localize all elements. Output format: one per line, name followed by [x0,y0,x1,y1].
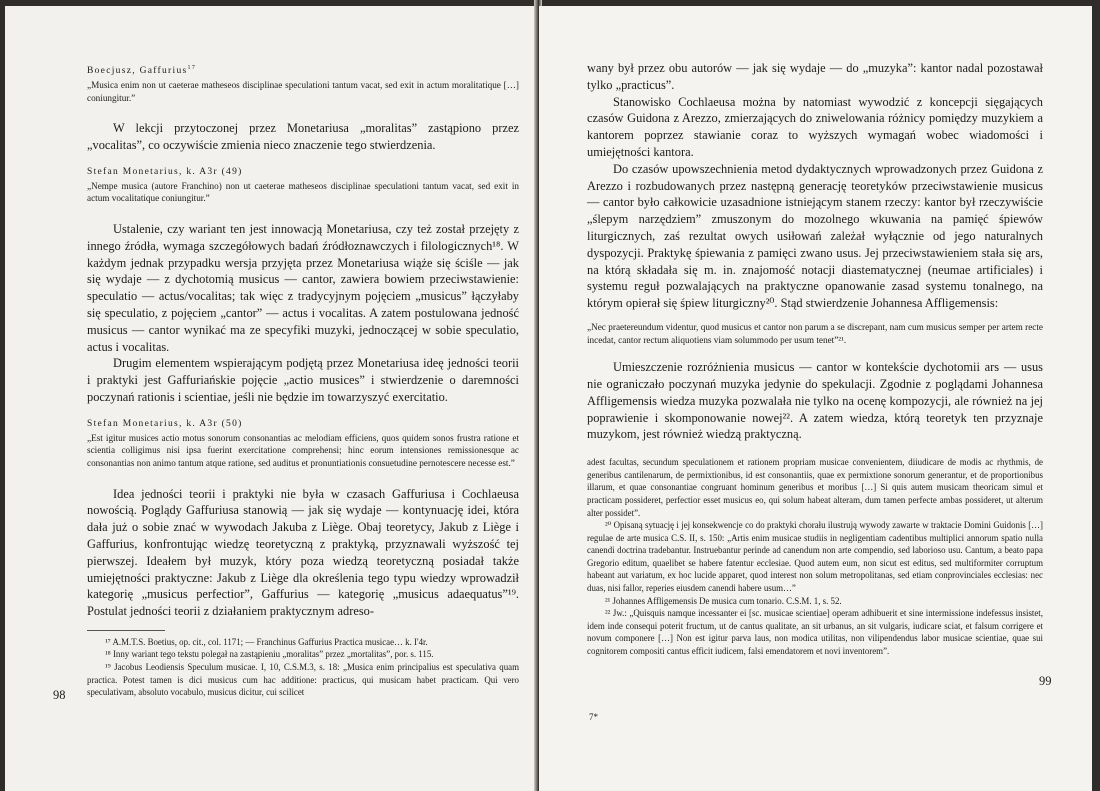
footnote-18: ¹⁸ Inny wariant tego tekstu polegał na zastąpieniu „moralitas” przez „mortalitas”, por. s. 115. [105,649,434,660]
heading-footnote-ref: 17 [187,64,197,71]
page-number-right: 99 [1039,674,1052,688]
paragraph-wany: wany był przez obu autorów — jak się wydaje — do „muzyka”: kantor nadal pozostawał tylko „practicus”. [587,61,1043,92]
left-page [5,6,537,791]
quote-heading-monetarius-49: Stefan Monetarius, k. A3r (49) [87,166,243,177]
paragraph-idea: Idea jedności teorii i praktyki nie była w czasach Gaffuriusa i Cochlaeusa nowością. Poglądy Gaffuriusa stanowią — jak się wydaje — kontynuację idei, która dała już o sobie znać w wywodach Jakuba z Liège. Obaj teoretycy, Jakub z Liège i Gaffurius, konfrontując wiedzę teoretyczną z praktyką, przyznawali wyższość tej pierwszej. Ideałem był muzyk, który poza wiedzą teoretyczną posiadał także umiejętności praktyczne: Jakub z Liège dla określenia tego typu wiedzy wprowadził kategorię „musicus perfectior”, Gaffurius — kategorię „musicus adaequatus”¹⁹. Postulat jedności teorii z działaniem praktycznym adreso- [87,486,519,619]
left-text-column [87,66,519,699]
footnote-20: ²⁰ Opisaną sytuację i jej konsekwencje co do praktyki chorału ilustrują wywody zawarte w traktacie Domini Guidonis […] regulae de arte musica C.S. II, s. 150: „Artis enim musicae studiis in negligentiam cadentibus multiplici annorum spatio nulla canendi doctrina tradebantur. Instruebantur perinde ad canendum non arte compendio, sed laborioso usu. Cantum, a beato papa Gregorio editum, quaelibet se habere fatentur ecclesiae. Quod autem eum, non sicut est editus, sed multiformiter corruptum habeant aut variatum, ex hoc lucide apparet, quod interest non solum metropolitanas, sed etiam conprovinciales ecclesias: nec duas, nisi fallor, reperies eiusdem canendi habere usum…” [587,520,1043,594]
quote-monetarius-49: „Nempe musica (autore Franchino) non ut caeterae matheseos disciplinae speculationi tantum vacat, sed exit in actum vocalitatique coniungitur.” [87,180,519,204]
quote-heading-monetarius-50: Stefan Monetarius, k. A3r (50) [87,418,243,429]
heading-text: Boecjusz, Gaffurius [87,66,188,76]
paragraph-umieszczenie: Umieszczenie rozróżnienia musicus — cantor w kontekście dychotomii ars — usus nie ograniczało poczynań muzyka jedynie do spekulacji. Zgodnie z poglądami Johannesa Affligemensis wiedza muzyka pozwalała nie tylko na ocenę kompozycji, ale również na jej poprawienie i skomponowanie nowej²². A zatem wiedza, którą teoretyk ten przyznaje muzykom, jest również wiedzą praktyczną. [587,360,1043,442]
footnote-21: ²¹ Johannes Affligemensis De musica cum tonario. C.S.M. 1, s. 52. [605,595,842,606]
quote-heading-boethius [87,66,519,76]
footnote-19: ¹⁹ Jacobus Leodiensis Speculum musicae. I, 10, C.S.M.3, s. 18: „Musica enim principalius est speculativa quam practica. Potest tamen is dici musicus cum hac additione: practicus, qui musicam habet practicam. Qui vero speculativam, absoluto vocabulo, musicus dicitur, cui scilicet [87,662,519,698]
quote-monetarius-50: „Est igitur musices actio motus sonorum consonantias ac melodiam efficiens, quos quidem sonos frustra ratione et scientia colligimus nisi ipsa fuerint exercitatione comprehensi; hinc eorum intensiones remissionesque ac consonantias non animo tantum atque ratione, sed auditus et pronuntiationis consuetudine pernotescere necesse est.” [87,432,519,468]
paragraph-stanowisko: Stanowisko Cochlaeusa można by natomiast wywodzić z koncepcji sięgających czasów Guidona z Arezzo, zmierzających do zniwelowania różnicy pomiędzy muzykiem a kantorem poprzez stawianie coraz to wyższych wymagań wobec wiadomości i umiejętności kantora. [587,94,1043,159]
paragraph-ustalenie: Ustalenie, czy wariant ten jest innowacją Monetariusa, czy też został przejęty z innego źródła, wymaga szczegółowych badań źródłoznawczych i filologicznych¹⁸. W każdym jednak przypadku wersja przyjęta przez Monetariusa wiąże się ściśle — jak się wydaje — z dychotomią musicus — cantor, zawiera bowiem przeciwstawienie: speculatio — actus/vocalitas; tak więc z tradycyjnym pojęciem „musicus” łączyłaby się speculatio, z pojęciem „cantor” — actus i vocalitas. A zatem postulowana jedność musicus — cantor wynikać ma ze specyfiki muzyki, jednoczącej w sobie speculatio, actus i vocalitas. [87,221,519,354]
page-number-left: 98 [53,688,66,702]
footnote-17: ¹⁷ A.M.T.S. Boetius, op. cit., col. 1171; — Franchinus Gaffurius Practica musicae… k. I'4r. [105,636,428,647]
paragraph-do-czasow: Do czasów upowszechnienia metod dydaktycznych wprowadzonych przez Guidona z Arezzo i rozbudowanych przez następną generację teoretyków przeciwstawienie musicus — cantor było całkowicie uzasadnione istniejącym stanem rzeczy: kantor był rzeczywiście „ślepym narzędziem” zmuszonym do mozolnego wkuwania na pamięć śpiewów liturgicznych, zaś rezultat owych usiłowań zależał wyłącznie od jego naturalnych dyspozycji. Praktykę śpiewania z pamięci zwano usus. Jej przeciwstawieniem stała się ars, na którą składała się m. in. znajomość notacji diastematycznej (neumae artificiales) i systemu reguł pozwalających na praktyczne opanowanie zasad systemu tonalnego, na którym opierał się śpiew liturgiczny²⁰. Stąd stwierdzenie Johannesa Affligemensis: [587,161,1043,311]
quote-boethius: „Musica enim non ut caeterae matheseos disciplinae speculationi tantum vacat, sed exit in actum moralitatique […] coniungitur.” [87,80,519,103]
quote-affligemensis: „Nec praetereundum videntur, quod musicus et cantor non parum a se discrepant, nam cum musicus semper per artem recte incedat, cantor rectum aliquotiens viam solummodo per usum tenet”²¹. [587,321,1043,345]
footnote-19-continued: adest facultas, secundum speculationem et rationem propriam musicae convenientem, diiudicare de modis ac rhythmis, de generibus cantilenarum, de permixtionibus, id est consonantiis, quae ex permixtione sonorum generantur, et de proportionibus illarum, et quae consonantiae congruant hominum generibus et moribus […] Si quis autem musicam theoricam simul et practicam possideret, perfectior esset musicus eo, qui solum habeat alteram, dum tamen perfecte ambas possideret, ut alterum alter possidet”. [587,457,1043,518]
right-page [539,6,1092,791]
footnote-22: ²² Jw.: „Quisquis namque incessanter ei [sc. musicae scientiae] operam adhibuerit et sine intermissione indefessus insistet, idem inde consequi poterit fructum, ut de cantus qualitate, an sit urbanus, an sit vulgaris, iudicare sciat, et falsum corrigere et novum componere […] Non est igitur parva laus, non modica utilitas, non vilipendendus labor musicae scientiae, quae sui cognitorem compositi cantus efficit iudicem, falsi emendatorem et novi inventorem”. [587,608,1043,657]
paragraph-moralitas: W lekcji przytoczonej przez Monetariusa „moralitas” zastąpiono przez „vocalitas”, co oczywiście zmienia nieco znaczenie tego stwierdzenia. [87,121,519,152]
footnote-rule [87,630,165,631]
signature-mark: 7* [589,712,598,722]
right-text-column [587,60,1043,658]
paragraph-drugim: Drugim elementem wspierającym podjętą przez Monetariusa ideę jedności teorii i praktyki jest Gaffuriańskie pojęcie „actio musices” i stwierdzenie o daremności poczynań rationis i scientiae, jeśli nie będzie im towarzyszyć exercitatio. [87,356,519,404]
